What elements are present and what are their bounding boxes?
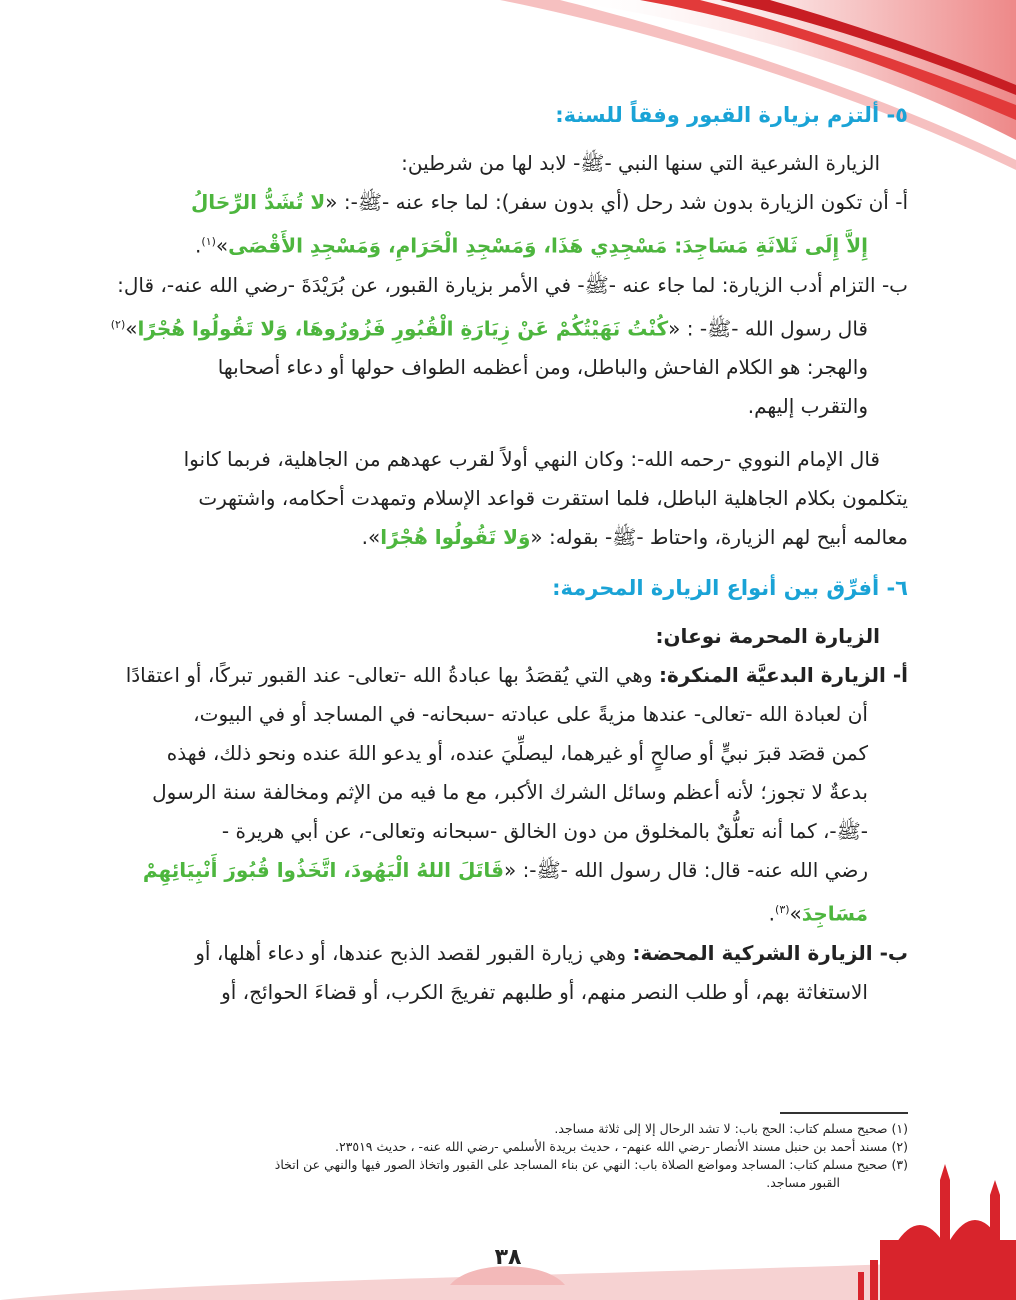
section-6-intro: الزيارة المحرمة نوعان: [655,624,880,649]
footnote-divider [780,1112,908,1114]
section-5-intro: الزيارة الشرعية التي سنها النبي -ﷺ- لابد لها من شرطين: [401,151,880,175]
condition-b: ب- التزام أدب الزيارة: لما جاء عنه -ﷺ- في الأمر بزيارة القبور، عن بُرَيْدَةَ -رضي الله عنه-، قال: [117,272,908,297]
nawawi-quote: قال الإمام النووي -رحمه الله-: وكان النهي أولاً لقرب عهدهم من الجاهلية، فربما كانوا [183,447,880,472]
page-number: ٣٨ [494,1245,522,1270]
condition-a-text: أ- أن تكون الزيارة بدون شد رحل (أي بدون سفر): لما جاء عنه -ﷺ-: « [325,190,908,214]
section-5-heading: ٥- ألتزم بزيارة القبور وفقاً للسنة: [555,103,908,127]
type-a [100,656,908,695]
hujr-definition-cont: والتقرب إليهم. [747,394,868,419]
footnote-ref: (١) [201,235,216,248]
hujr-definition: والهجر: هو الكلام الفاحش والباطل، ومن أعظمه الطواف حولها أو دعاء أصحابها [217,355,868,380]
type-b-text: وهي زيارة القبور لقصد الذبح عندها، أو دعاء أهلها، أو [195,940,633,965]
type-a-text: رضي الله عنه- قال: قال رسول الله -ﷺ-: « [503,858,868,883]
footnotes [130,1120,908,1192]
nawawi-quote-cont: يتكلمون بكلام الجاهلية الباطل، فلما استقرت قواعد الإسلام وتمهدت أحكامه، واشتهرت [198,486,908,511]
quote-close: ». [361,525,381,550]
main-content [100,98,908,1012]
section-6-heading: ٦- أفرِّق بين أنواع الزيارة المحرمة: [552,576,908,601]
footnote-2: (٢) مسند أحمد بن حنبل مسند الأنصار -رضي الله عنهم- ، حديث بريدة الأسلمي -رضي الله عنه- ، حديث ٢٣٥١٩. [334,1139,908,1154]
hadith-text: إِلاَّ إِلَى ثَلاثَةِ مَسَاجِدَ: مَسْجِدِي هَذَا، وَمَسْجِدِ الْحَرَامِ، وَمَسْجِدِ الأَقْصَى [228,233,868,258]
nawawi-quote-end [100,518,908,557]
footnote-1: (١) صحيح مسلم كتاب: الحج باب: لا تشد الرحال إلا إلى ثلاثة مساجد. [554,1121,908,1136]
nawawi-text: معالمه أبيح لهم الزيارة، واحتاط -ﷺ- بقوله: « [530,525,908,550]
type-a-cont: -ﷺ-، كما أنه تعلُّقٌ بالمخلوق من دون الخالق -سبحانه وتعالى-، عن أبي هريرة - [221,819,868,844]
quote-close: » [215,233,229,258]
footnote-3: (٣) صحيح مسلم كتاب: المساجد ومواضع الصلاة باب: النهي عن بناء المساجد على القبور واتخاذ الصور فيها والنهي عن اتخاذ [274,1157,908,1172]
type-b-cont: الاستغاثة بهم، أو طلب النصر منهم، أو طلبهم تفريجَ الكرب، أو قضاءَ الحوائج، أو [221,979,868,1004]
hadith-text: كُنْتُ نَهَيْتُكُمْ عَنْ زِيَارَةِ الْقُبُورِ فَزُورُوهَا، وَلا تَقُولُوا هُجْرًا [137,316,669,341]
condition-b-cont [100,305,908,349]
footnote-ref: (٣) [775,903,790,917]
type-a-cont: أن لعبادة الله -تعالى- عندها مزيةً على عبادته -سبحانه- في المساجد أو في البيوت، [193,702,868,727]
condition-a [100,183,908,222]
footnote-3-cont: القبور مساجد. [766,1175,840,1190]
type-a-cont: رضي الله عنه- قال: قال رسول الله -ﷺ-: «قَاتَلَ اللهُ الْيَهُودَ، اتَّخَذُوا قُبُورَ أَنْبِيَائِهِمْ مَسَاجِدَ»$^{(٣)}$. [142,858,868,926]
condition-a-cont: إِلاَّ إِلَى ثَلاثَةِ مَسَاجِدَ: مَسْجِدِي هَذَا، وَمَسْجِدِ الْحَرَامِ، وَمَسْجِدِ الأَقْصَى»$^{(١)}$. [195,233,868,258]
type-a-cont: بدعةٌ لا تجوز؛ لأنه أعظم وسائل الشرك الأكبر، مع ما فيه من الإثم ومخالفة سنة الرسول [152,780,868,805]
type-a-text: وهي التي يُقصَدُ بها عبادةُ الله -تعالى- عند القبور تبركًا، أو اعتقادًا [125,663,659,688]
type-a-cont: كمن قصَد قبرَ نبيٍّ أو صالحٍ أو غيرهما، ليصلِّيَ عنده، أو يدعو اللهَ عنده ونحو ذلك، فهذه [166,741,868,766]
hadith-text: وَلا تَقُولُوا هُجْرًا [380,525,531,550]
type-b [100,934,908,973]
hadith-text: لا تُشَدُّ الرِّحَالُ [190,190,326,214]
hadith-text: قَاتَلَ اللهُ الْيَهُودَ، اتَّخَذُوا قُبُورَ أَنْبِيَائِهِمْ مَسَاجِدَ [142,858,868,926]
quote-close: » [789,901,802,926]
condition-b-text: قال رسول الله -ﷺ- : « [668,316,868,341]
type-a-label: أ- الزيارة البدعيَّة المنكرة: [658,663,908,688]
footnote-ref: (٢) [110,317,126,331]
type-b-label: ب- الزيارة الشركية المحضة: [632,940,908,965]
quote-close: » [125,316,138,341]
